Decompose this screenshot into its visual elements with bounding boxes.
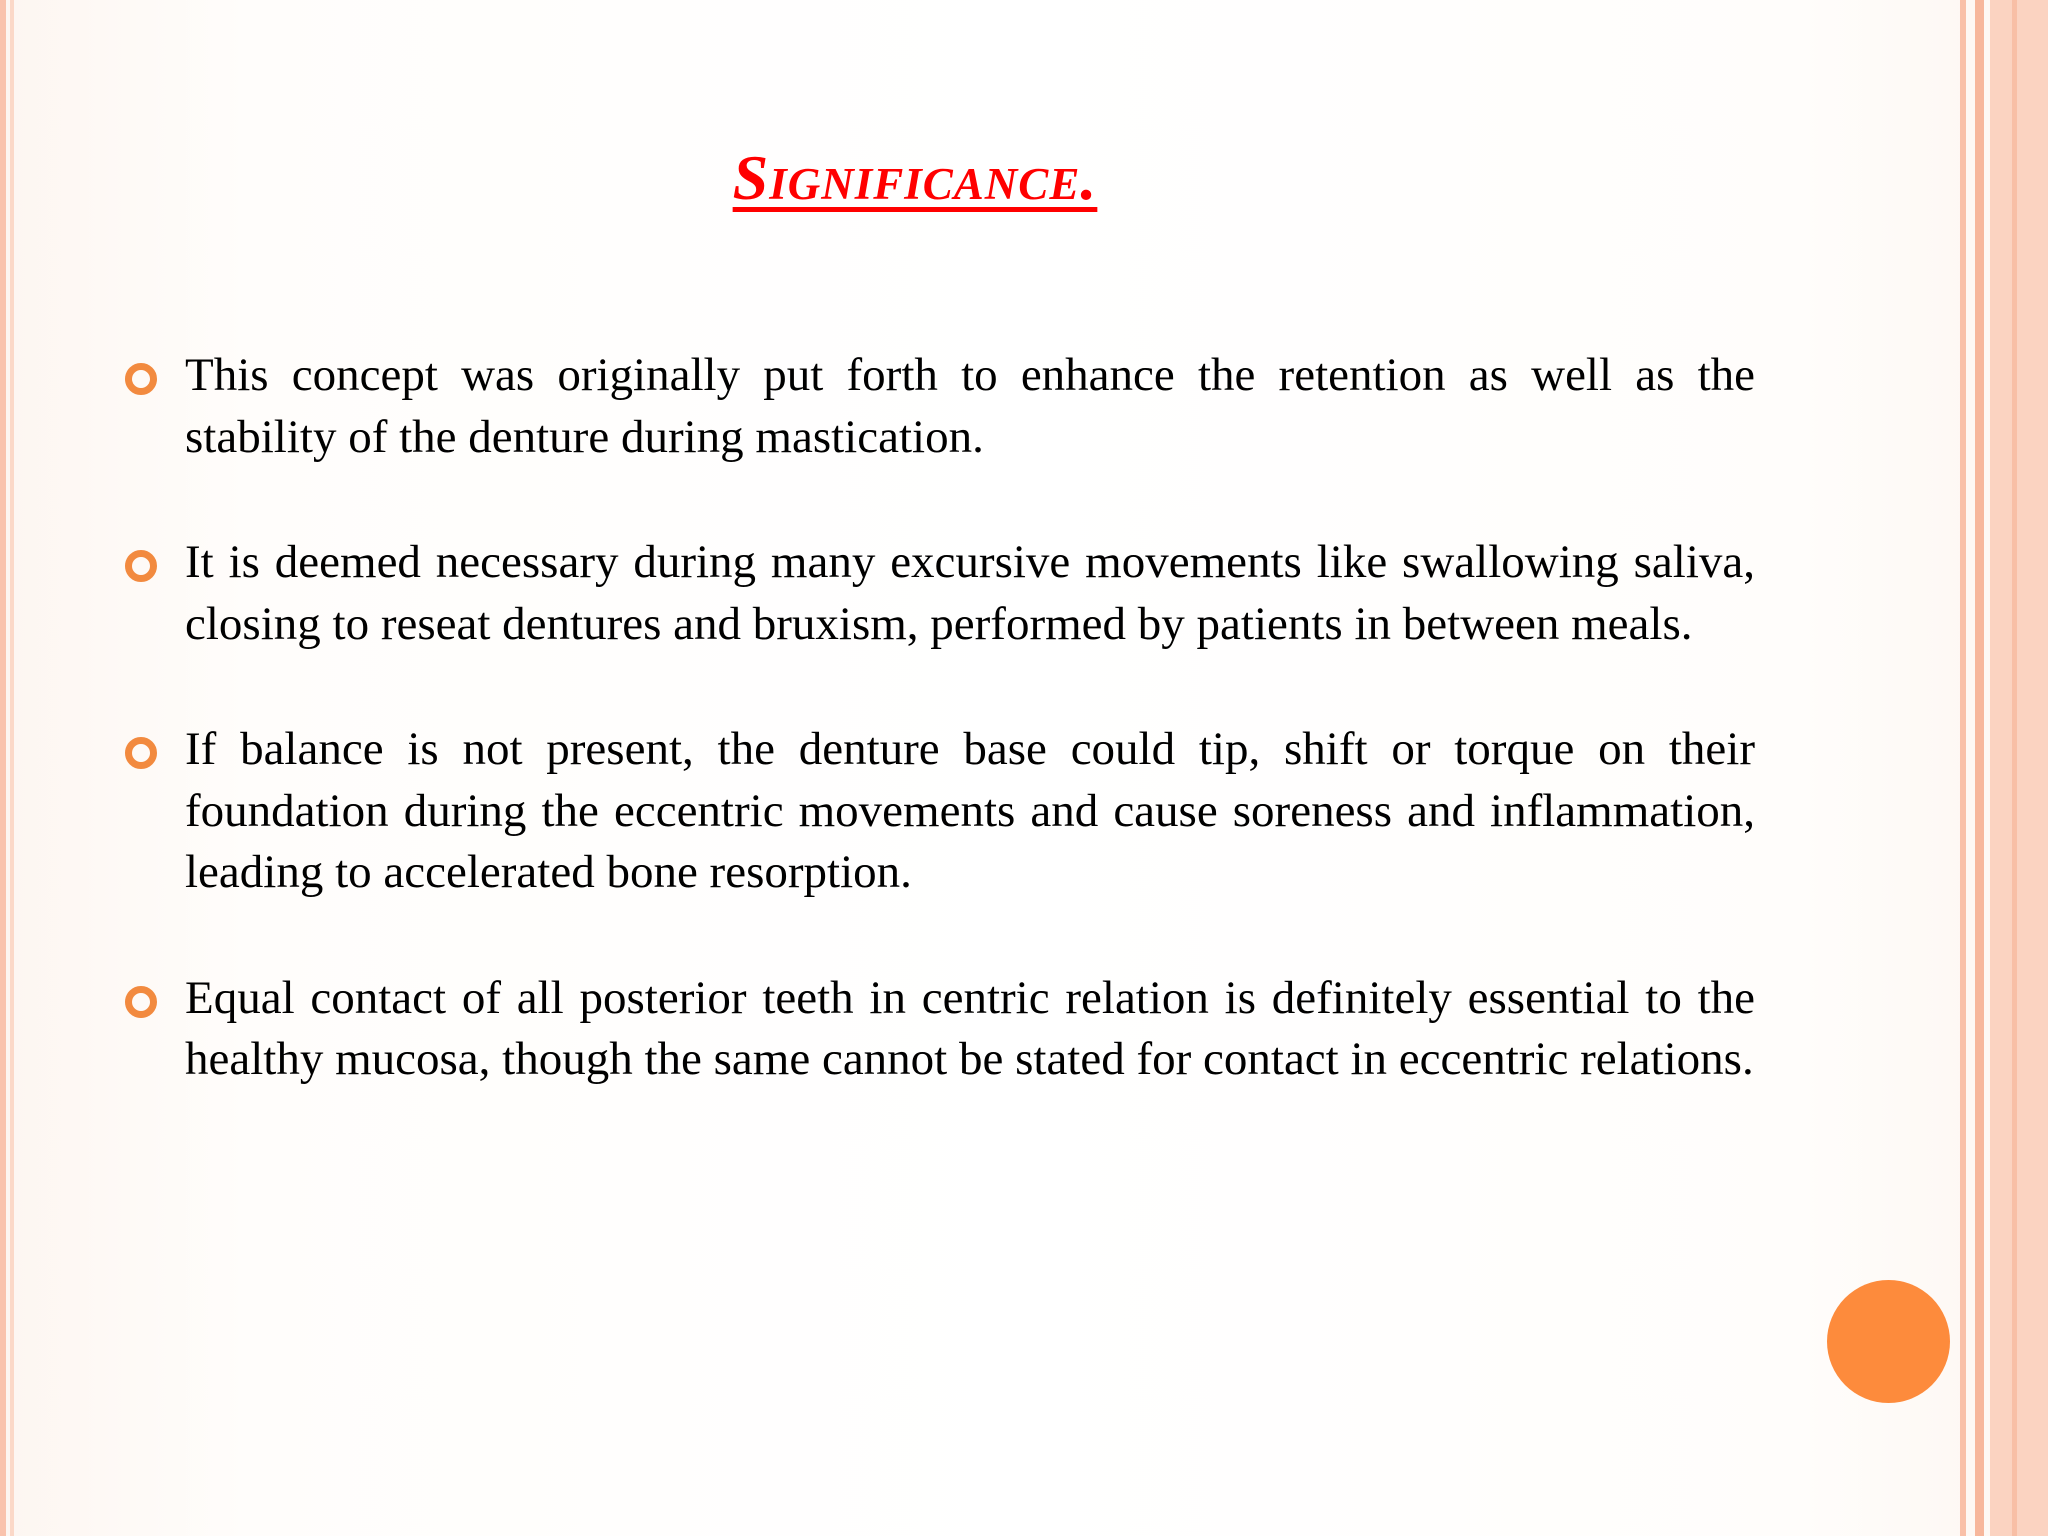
hollow-circle-bullet-icon [125,737,157,769]
hollow-circle-bullet-icon [125,986,157,1018]
hollow-circle-bullet-icon [125,550,157,582]
right-border-stripe [1975,0,1984,1536]
right-border-band [1990,0,2048,1536]
right-border-stripe [2012,0,2017,1536]
bullet-item [185,345,1755,468]
bullet-item [185,968,1755,1091]
bullet-text: It is deemed necessary during many excursive movements like swallowing saliva, closing to reseat dentures and bruxism, performed by patients in between meals. [185,536,1755,650]
bullet-text: If balance is not present, the denture base could tip, shift or torque on their foundation during the eccentric movements and cause soreness and inflammation, leading to accelerated bone resorption. [185,723,1755,898]
bullet-item [185,719,1755,904]
decorative-orange-circle [1827,1280,1950,1403]
bullet-list [0,345,1960,1155]
hollow-circle-bullet-icon [125,363,157,395]
bullet-text: Equal contact of all posterior teeth in centric relation is definitely essential to the healthy mucosa, though the same cannot be stated for contact in eccentric relations. [185,971,1755,1085]
bullet-item [185,532,1755,655]
slide-title: Significance. [732,142,1098,213]
right-border-stripe [1960,0,1966,1536]
bullet-text: This concept was originally put forth to enhance the retention as well as the stability of the denture during mastication. [185,349,1755,463]
